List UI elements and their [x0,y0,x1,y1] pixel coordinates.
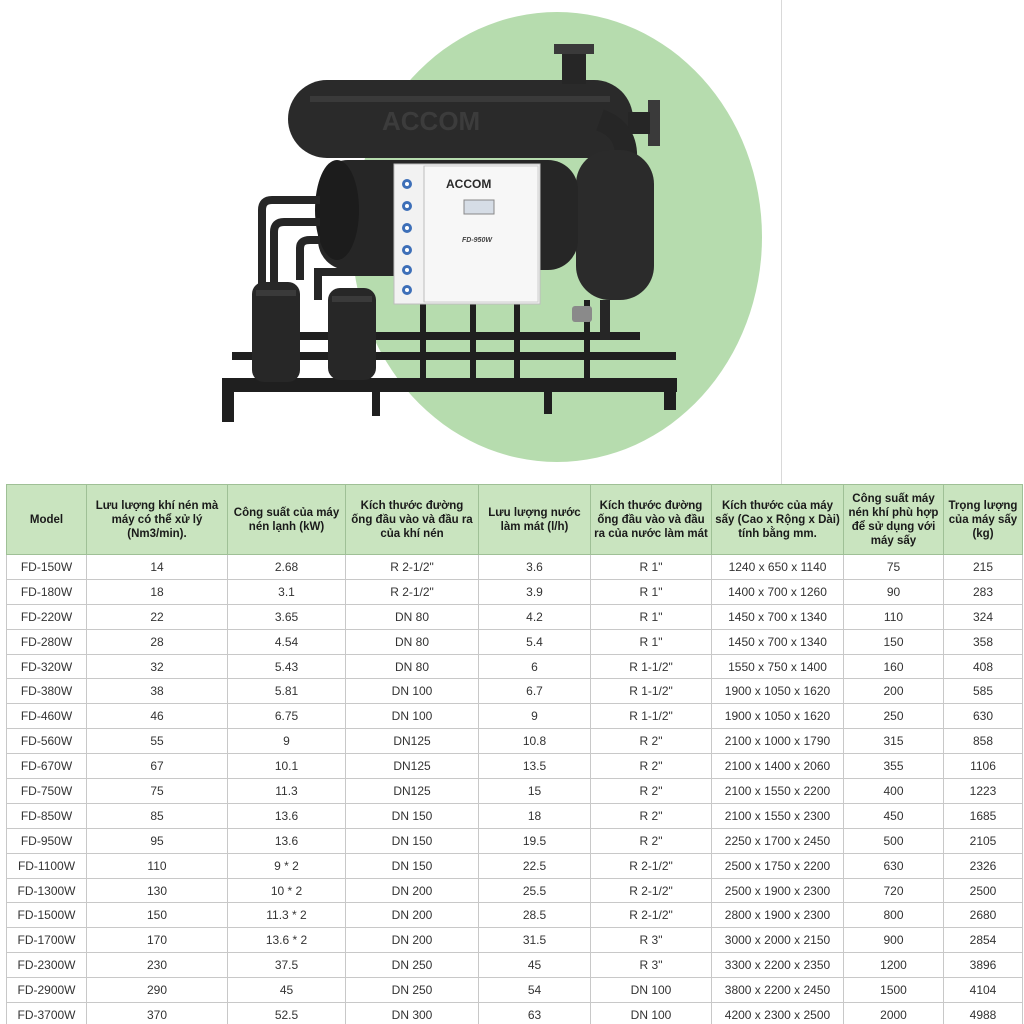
table-cell: 3800 x 2200 x 2450 [712,978,844,1003]
table-cell: R 1-1/2" [591,704,712,729]
table-cell: 5.81 [228,679,346,704]
table-cell: DN 150 [346,803,479,828]
table-cell: 1550 x 750 x 1400 [712,654,844,679]
table-cell: FD-950W [7,828,87,853]
table-cell: 13.6 * 2 [228,928,346,953]
table-cell: 9 [479,704,591,729]
table-cell: 3.6 [479,555,591,580]
table-cell: 1900 x 1050 x 1620 [712,704,844,729]
table-cell: 5.4 [479,629,591,654]
table-cell: R 2-1/2" [346,555,479,580]
table-cell: 358 [944,629,1023,654]
table-cell: DN125 [346,779,479,804]
table-row [7,803,1023,828]
table-cell: 160 [844,654,944,679]
table-cell: R 2" [591,779,712,804]
table-row [7,828,1023,853]
table-cell: DN 200 [346,878,479,903]
table-cell: 90 [844,579,944,604]
table-cell: DN 200 [346,928,479,953]
table-row [7,704,1023,729]
table-cell: 3.65 [228,604,346,629]
table-cell: R 1" [591,579,712,604]
table-cell: 250 [844,704,944,729]
table-cell: 1106 [944,754,1023,779]
table-cell: 500 [844,828,944,853]
table-cell: 1450 x 700 x 1340 [712,629,844,654]
table-cell: FD-1500W [7,903,87,928]
table-cell: 13.5 [479,754,591,779]
table-row [7,679,1023,704]
tank-lettering: ACCOM [382,106,481,136]
table-cell: 858 [944,729,1023,754]
table-cell: 6 [479,654,591,679]
table-cell: FD-280W [7,629,87,654]
product-image-area [0,0,1024,484]
table-cell: 1400 x 700 x 1260 [712,579,844,604]
table-cell: R 1" [591,629,712,654]
column-header: Lưu lượng nước làm mát (l/h) [479,485,591,555]
table-cell: 3.1 [228,579,346,604]
panel-brand: ACCOM [446,177,492,191]
table-cell: 1240 x 650 x 1140 [712,555,844,580]
table-cell: 9 * 2 [228,853,346,878]
table-cell: 110 [87,853,228,878]
table-cell: DN 100 [591,978,712,1003]
table-cell: 585 [944,679,1023,704]
table-cell: R 2-1/2" [346,579,479,604]
table-cell: 630 [844,853,944,878]
table-cell: 10.1 [228,754,346,779]
table-cell: R 1" [591,555,712,580]
table-cell: DN 80 [346,629,479,654]
table-cell: 2680 [944,903,1023,928]
table-cell: 25.5 [479,878,591,903]
table-row [7,953,1023,978]
table-cell: 28 [87,629,228,654]
table-cell: 290 [87,978,228,1003]
table-cell: 355 [844,754,944,779]
table-cell: 3000 x 2000 x 2150 [712,928,844,953]
table-cell: 2500 [944,878,1023,903]
table-cell: 2500 x 1750 x 2200 [712,853,844,878]
table-cell: 54 [479,978,591,1003]
table-cell: R 1-1/2" [591,654,712,679]
table-cell: FD-2300W [7,953,87,978]
table-cell: FD-150W [7,555,87,580]
table-cell: 19.5 [479,828,591,853]
table-row [7,754,1023,779]
table-cell: R 1" [591,604,712,629]
table-cell: FD-560W [7,729,87,754]
table-cell: 6.75 [228,704,346,729]
table-header-row [7,485,1023,555]
column-header: Kích thước của máy sấy (Cao x Rộng x Dài) tính bằng mm. [712,485,844,555]
table-cell: 408 [944,654,1023,679]
table-cell: FD-850W [7,803,87,828]
table-cell: DN 100 [346,679,479,704]
panel-model: FD-950W [462,237,492,244]
table-row [7,779,1023,804]
table-row [7,555,1023,580]
table-cell: 215 [944,555,1023,580]
column-header: Công suất máy nén khí phù hợp để sử dụng với máy sấy [844,485,944,555]
table-cell: 110 [844,604,944,629]
table-row [7,878,1023,903]
table-cell: 95 [87,828,228,853]
table-cell: 46 [87,704,228,729]
table-cell: 18 [87,579,228,604]
table-cell: FD-2900W [7,978,87,1003]
table-cell: 32 [87,654,228,679]
table-cell: 2326 [944,853,1023,878]
table-cell: R 2-1/2" [591,878,712,903]
table-cell: DN125 [346,754,479,779]
table-cell: 6.7 [479,679,591,704]
table-row [7,1003,1023,1024]
table-cell: FD-3700W [7,1003,87,1024]
table-cell: 28.5 [479,903,591,928]
table-cell: 18 [479,803,591,828]
table-cell: DN 250 [346,953,479,978]
column-header: Lưu lượng khí nén mà máy có thể xử lý (Nm3/min). [87,485,228,555]
table-cell: 55 [87,729,228,754]
table-cell: 630 [944,704,1023,729]
table-cell: FD-750W [7,779,87,804]
column-header: Kích thước đường ống đầu vào và đầu ra của khí nén [346,485,479,555]
table-cell: DN 80 [346,654,479,679]
table-cell: 4.54 [228,629,346,654]
table-cell: 45 [479,953,591,978]
table-cell: 4.2 [479,604,591,629]
table-cell: 2100 x 1400 x 2060 [712,754,844,779]
table-cell: 67 [87,754,228,779]
table-cell: 4988 [944,1003,1023,1024]
table-cell: 85 [87,803,228,828]
table-cell: 1200 [844,953,944,978]
table-row [7,604,1023,629]
table-cell: 720 [844,878,944,903]
table-cell: DN 300 [346,1003,479,1024]
table-cell: 2500 x 1900 x 2300 [712,878,844,903]
table-row [7,978,1023,1003]
table-cell: 315 [844,729,944,754]
table-row [7,729,1023,754]
table-cell: DN 100 [591,1003,712,1024]
table-cell: DN 250 [346,978,479,1003]
table-cell: 2100 x 1550 x 2300 [712,803,844,828]
table-cell: 15 [479,779,591,804]
table-cell: R 2" [591,803,712,828]
table-cell: R 3" [591,928,712,953]
table-cell: 2250 x 1700 x 2450 [712,828,844,853]
table-cell: 2.68 [228,555,346,580]
column-header: Trọng lượng của máy sấy (kg) [944,485,1023,555]
table-cell: 1450 x 700 x 1340 [712,604,844,629]
table-cell: FD-380W [7,679,87,704]
table-cell: 1223 [944,779,1023,804]
spec-table [6,484,1023,1024]
table-cell: 2100 x 1550 x 2200 [712,779,844,804]
table-cell: 75 [87,779,228,804]
table-cell: DN 100 [346,704,479,729]
table-cell: 13.6 [228,828,346,853]
table-cell: 45 [228,978,346,1003]
table-cell: 38 [87,679,228,704]
table-cell: 150 [844,629,944,654]
table-cell: 170 [87,928,228,953]
table-cell: 1685 [944,803,1023,828]
table-row [7,629,1023,654]
table-cell: 11.3 [228,779,346,804]
table-cell: 4104 [944,978,1023,1003]
table-row [7,579,1023,604]
table-cell: 1900 x 1050 x 1620 [712,679,844,704]
table-cell: FD-460W [7,704,87,729]
table-cell: 900 [844,928,944,953]
table-cell: 22.5 [479,853,591,878]
table-cell: 3.9 [479,579,591,604]
table-cell: 75 [844,555,944,580]
table-cell: 2100 x 1000 x 1790 [712,729,844,754]
table-row [7,903,1023,928]
table-cell: R 2" [591,754,712,779]
table-cell: 283 [944,579,1023,604]
table-cell: 230 [87,953,228,978]
table-cell: 63 [479,1003,591,1024]
table-cell: 324 [944,604,1023,629]
table-cell: FD-1700W [7,928,87,953]
table-cell: FD-320W [7,654,87,679]
table-cell: 2854 [944,928,1023,953]
table-cell: 14 [87,555,228,580]
table-cell: R 3" [591,953,712,978]
table-cell: DN 80 [346,604,479,629]
table-cell: 800 [844,903,944,928]
table-cell: 450 [844,803,944,828]
table-cell: 1500 [844,978,944,1003]
table-cell: 130 [87,878,228,903]
column-header: Kích thước đường ống đầu vào và đầu ra của nước làm mát [591,485,712,555]
table-cell: 5.43 [228,654,346,679]
table-cell: 2105 [944,828,1023,853]
table-row [7,654,1023,679]
table-row [7,928,1023,953]
table-cell: 400 [844,779,944,804]
table-cell: FD-670W [7,754,87,779]
table-cell: DN 200 [346,903,479,928]
table-cell: 150 [87,903,228,928]
table-cell: FD-220W [7,604,87,629]
table-cell: 9 [228,729,346,754]
table-cell: 2000 [844,1003,944,1024]
column-header: Model [7,485,87,555]
table-cell: R 2" [591,729,712,754]
table-cell: R 2-1/2" [591,903,712,928]
table-cell: FD-1300W [7,878,87,903]
table-cell: R 1-1/2" [591,679,712,704]
table-cell: 3300 x 2200 x 2350 [712,953,844,978]
air-dryer-image [0,0,1024,484]
table-cell: FD-1100W [7,853,87,878]
table-cell: FD-180W [7,579,87,604]
table-cell: 37.5 [228,953,346,978]
table-row [7,853,1023,878]
table-cell: 2800 x 1900 x 2300 [712,903,844,928]
table-cell: DN 150 [346,853,479,878]
table-cell: 11.3 * 2 [228,903,346,928]
table-cell: 3896 [944,953,1023,978]
table-cell: 22 [87,604,228,629]
table-cell: 52.5 [228,1003,346,1024]
table-cell: 4200 x 2300 x 2500 [712,1003,844,1024]
table-cell: 13.6 [228,803,346,828]
table-cell: R 2-1/2" [591,853,712,878]
table-cell: 200 [844,679,944,704]
table-cell: 10 * 2 [228,878,346,903]
table-cell: DN125 [346,729,479,754]
table-cell: 10.8 [479,729,591,754]
table-cell: 31.5 [479,928,591,953]
table-cell: DN 150 [346,828,479,853]
column-header: Công suất của máy nén lạnh (kW) [228,485,346,555]
table-cell: 370 [87,1003,228,1024]
table-cell: R 2" [591,828,712,853]
